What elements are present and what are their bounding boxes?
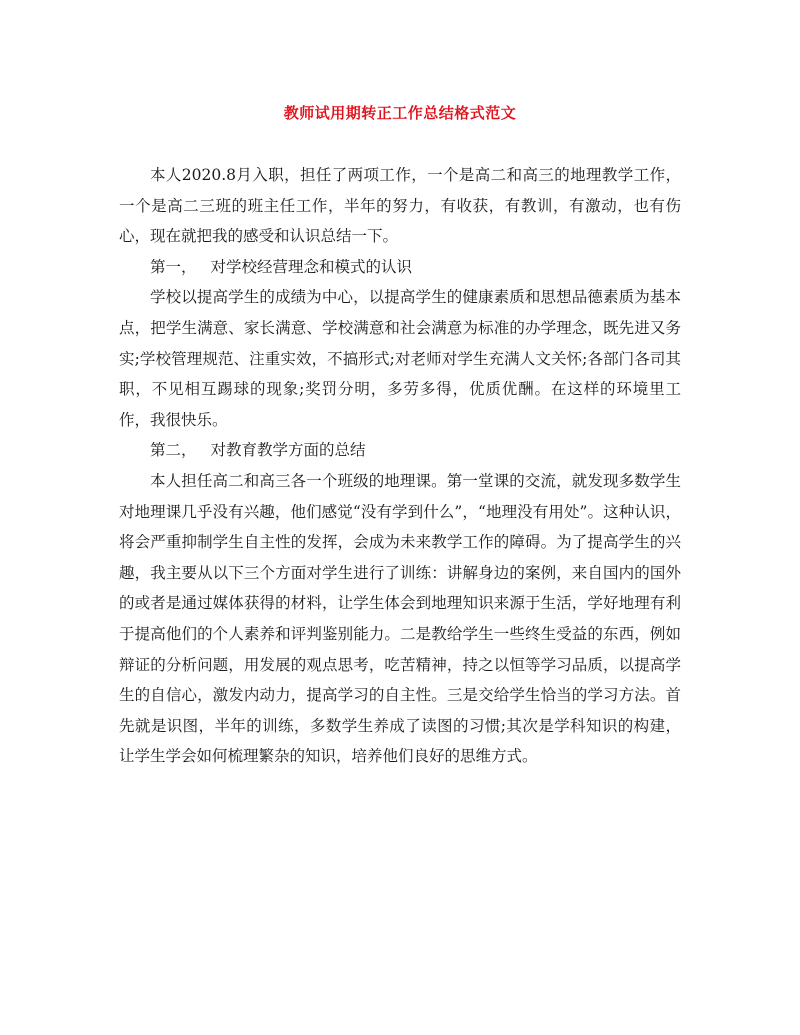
section-2-heading (119, 435, 681, 466)
section-1-heading (119, 252, 681, 283)
document-body (119, 160, 681, 772)
section-2-title: 对教育教学方面的总结 (210, 441, 366, 460)
section-2-body: 本人担任高二和高三各一个班级的地理课。第一堂课的交流，就发现多数学生对地理课几乎没有兴趣，他们感觉“没有学到什么”，“地理没有用处”。这种认识，将会严重抑制学生自主性的发挥，会成为未来教学工作的障碍。为了提高学生的兴趣，我主要从以下三个方面对学生进行了训练：讲解身边的案例，来自国内的国外的或者是通过媒体获得的材料，让学生体会到地理知识来源于生活，学好地理有利于提高他们的个人素养和评判鉴别能力。二是教给学生一些终生受益的东西，例如辩证的分析问题，用发展的观点思考，吃苦精神，持之以恒等学习品质，以提高学生的自信心，激发内动力，提高学习的自主性。三是交给学生恰当的学习方法。首先就是识图，半年的训练，多数学生养成了读图的习惯;其次是学科知识的构建，让学生学会如何梳理繁杂的知识，培养他们良好的思维方式。 (119, 471, 681, 766)
section-2-number: 第二， (150, 441, 197, 460)
section-1-body: 学校以提高学生的成绩为中心，以提高学生的健康素质和思想品德素质为基本点，把学生满意、家长满意、学校满意和社会满意为标准的办学理念，既先进又务实;学校管理规范、注重实效，不搞形式;对老师对学生充满人文关怀;各部门各司其职，不见相互踢球的现象;奖罚分明，多劳多得，优质优酬。在这样的环境里工作，我很快乐。 (119, 288, 681, 429)
section-1-title: 对学校经营理念和模式的认识 (210, 257, 413, 276)
intro-paragraph: 本人2020.8月入职，担任了两项工作，一个是高二和高三的地理教学工作，一个是高二三班的班主任工作，半年的努力，有收获，有教训，有激动，也有伤心，现在就把我的感受和认识总结一下。 (119, 166, 681, 246)
document-title: 教师试用期转正工作总结格式范文 (283, 104, 517, 122)
section-1-number: 第一， (150, 257, 197, 276)
